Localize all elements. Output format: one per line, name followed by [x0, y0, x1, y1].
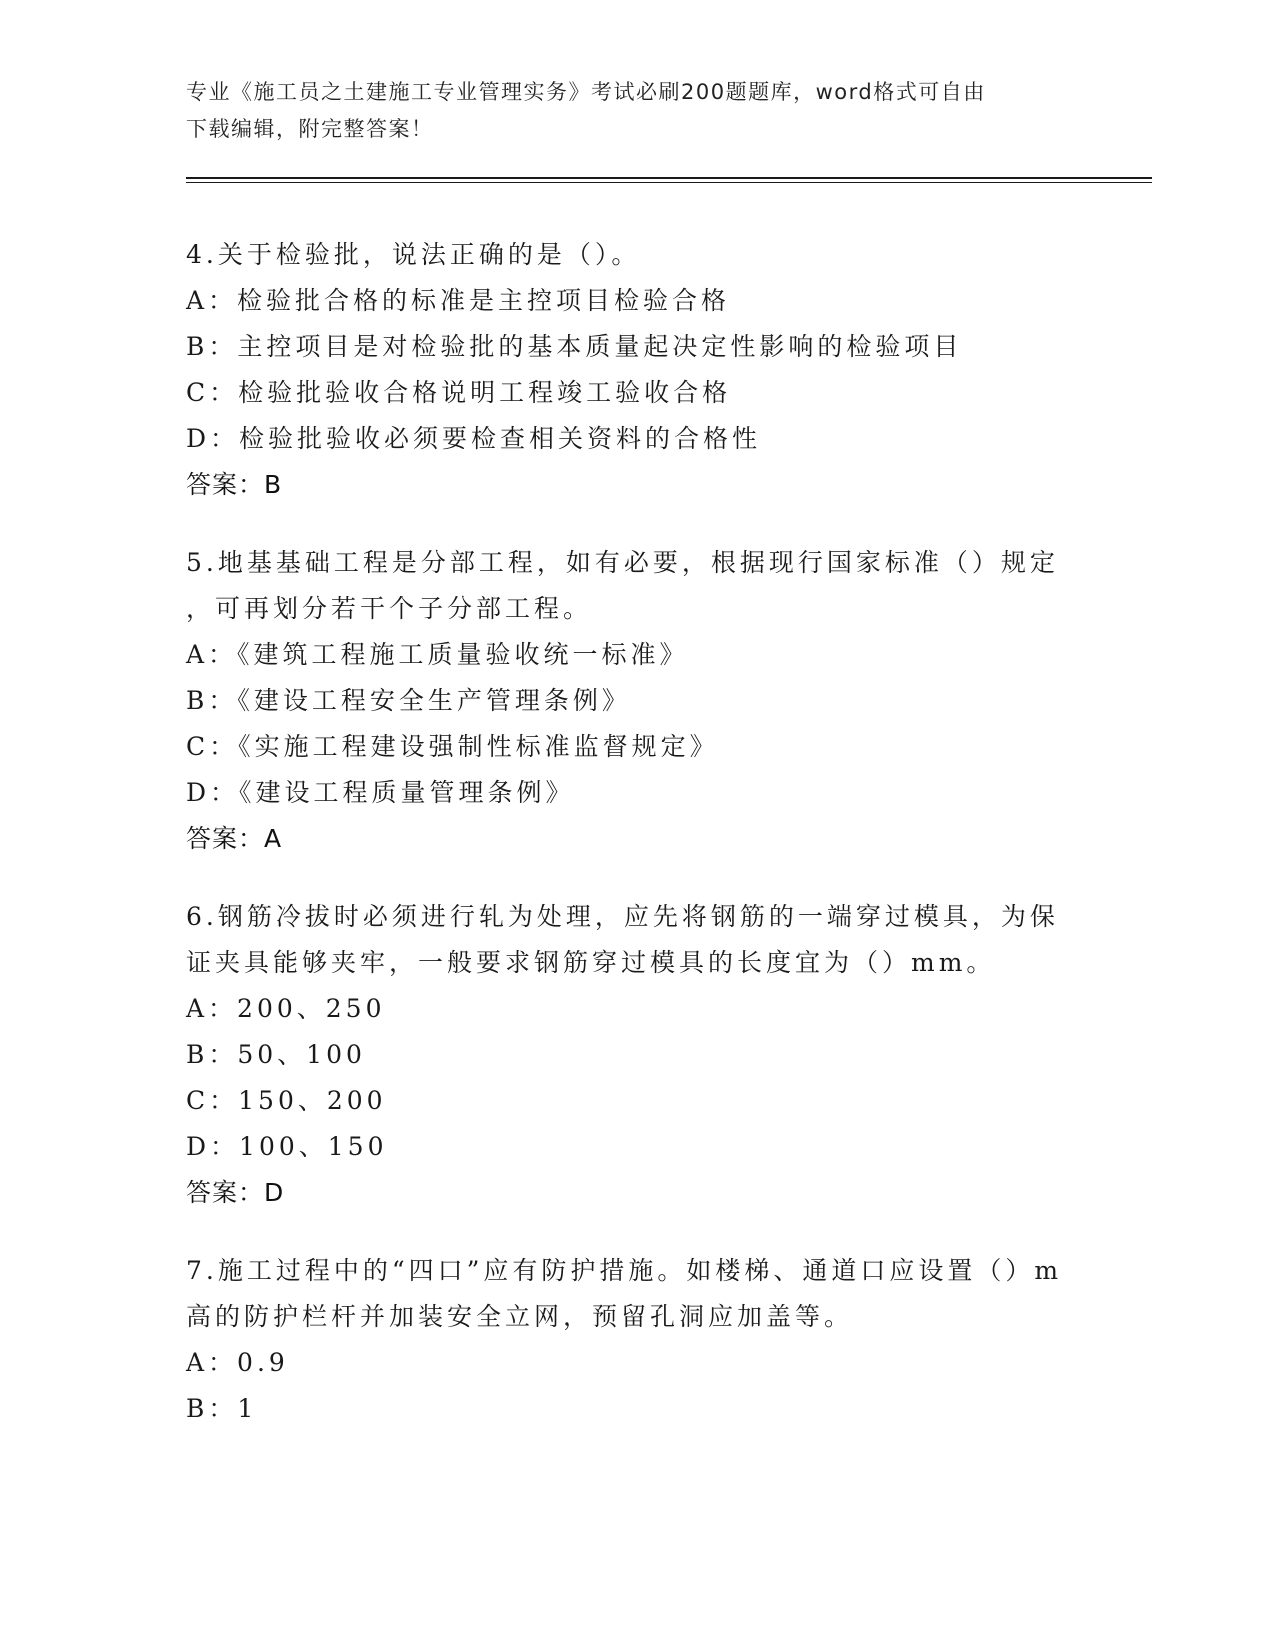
option-a: A：200、250: [186, 994, 386, 1023]
question-list: [186, 232, 1086, 1464]
question-stem: 7.施工过程中的“四口”应有防护措施。如楼梯、通道口应设置（）m: [186, 1256, 1063, 1285]
header-divider-thick: [186, 177, 1152, 179]
option-b: B：主控项目是对检验批的基本质量起决定性影响的检验项目: [186, 332, 963, 361]
answer-label: 答案：D: [186, 1178, 285, 1207]
option-b: B：50、100: [186, 1040, 366, 1069]
option-d: D：检验批验收必须要检查相关资料的合格性: [186, 424, 762, 453]
option-a: A：《建筑工程施工质量验收统一标准》: [186, 640, 689, 669]
question-stem-continued: ，可再划分若干个子分部工程。: [186, 594, 593, 623]
question-stem: 4.关于检验批，说法正确的是（）。: [186, 240, 641, 269]
option-c: C：检验批验收合格说明工程竣工验收合格: [186, 378, 732, 407]
answer-label: 答案：B: [186, 470, 283, 499]
option-b: B：1: [186, 1394, 258, 1423]
answer-label: 答案：A: [186, 824, 283, 853]
document-header: [186, 74, 1066, 148]
header-divider-thin: [186, 182, 1152, 183]
option-a: A：0.9: [186, 1348, 289, 1377]
option-c: C：《实施工程建设强制性标准监督规定》: [186, 732, 719, 761]
question-stem: 5.地基基础工程是分部工程，如有必要，根据现行国家标准（）规定: [186, 548, 1059, 577]
option-d: D：100、150: [186, 1132, 388, 1161]
option-b: B：《建设工程安全生产管理条例》: [186, 686, 631, 715]
option-a: A：检验批合格的标准是主控项目检验合格: [186, 286, 731, 315]
question-5: [186, 540, 1086, 862]
question-stem-continued: 高的防护栏杆并加装安全立网，预留孔洞应加盖等。: [186, 1302, 854, 1331]
option-c: C：150、200: [186, 1086, 387, 1115]
header-line-1: 专业《施工员之土建施工专业管理实务》考试必刷200题题库，word格式可自由: [186, 80, 986, 104]
question-stem: 6.钢筋冷拔时必须进行轧为处理，应先将钢筋的一端穿过模具，为保: [186, 902, 1059, 931]
question-7: [186, 1248, 1086, 1432]
question-6: [186, 894, 1086, 1216]
header-line-2: 下载编辑，附完整答案！: [186, 117, 434, 141]
question-stem-continued: 证夹具能够夹牢，一般要求钢筋穿过模具的长度宜为（）mm。: [186, 948, 996, 977]
option-d: D：《建设工程质量管理条例》: [186, 778, 575, 807]
question-4: [186, 232, 1086, 508]
